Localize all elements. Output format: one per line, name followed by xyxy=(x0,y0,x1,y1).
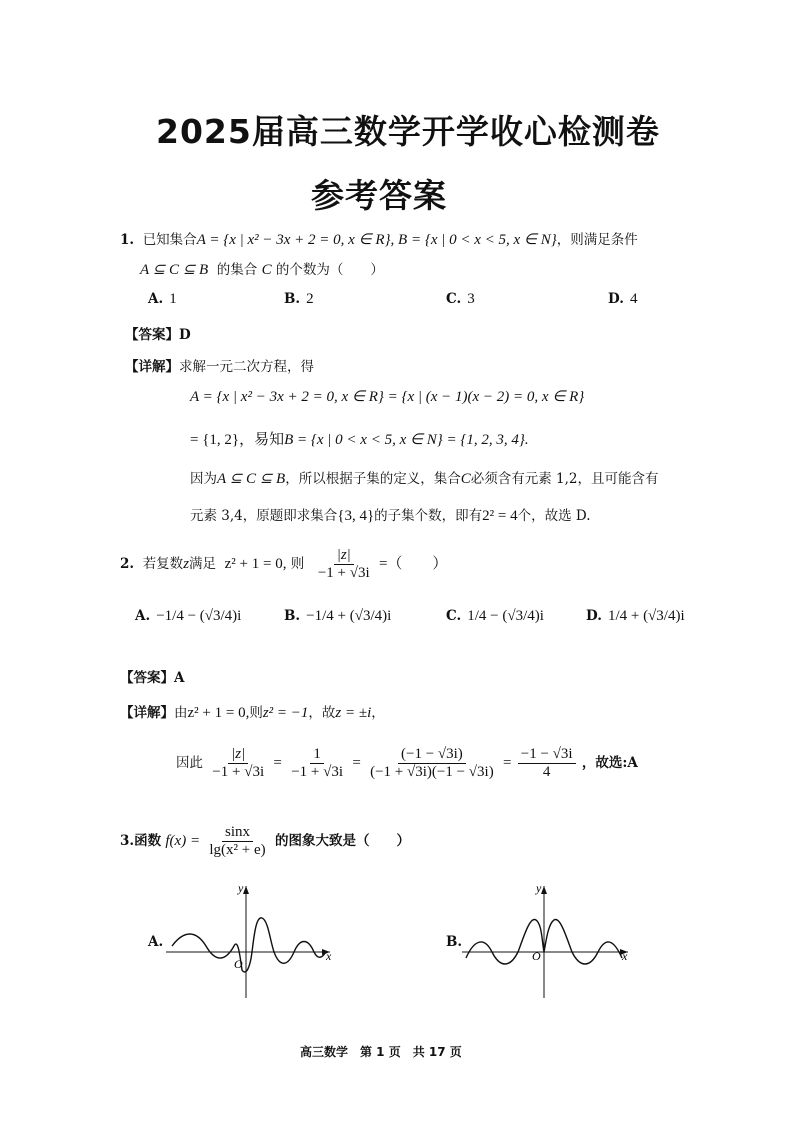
q1-detail-intro: 求解一元二次方程，得 xyxy=(179,359,314,375)
graph-b xyxy=(462,880,632,1000)
page-footer: 高三数学 第 1 页 共 17 页 xyxy=(300,1045,462,1059)
q2-option-b: B. −1/4 + (√3/4)i xyxy=(284,608,392,624)
q1-stem-a: 已知集合 xyxy=(142,232,197,248)
q1-stem-line1 xyxy=(120,228,638,249)
q1-stem-line2 xyxy=(140,258,384,279)
q2-fraction: $\frac{|z|}{-1 + √3i}$ xyxy=(317,547,370,581)
graph-a-curve xyxy=(172,918,326,972)
q3-number: 3. xyxy=(120,833,135,849)
q1-eq2-a: = {1, 2}，易知 xyxy=(190,432,285,448)
q1-equation-1: A = {x | x² − 3x + 2 = 0, x ∈ R} = {x | (x − 1)(x − 2) = 0, x ∈ R} xyxy=(190,389,585,405)
q1-c-var: C xyxy=(261,262,272,278)
graph-b-origin: O xyxy=(532,949,541,963)
q1-number: 1. xyxy=(120,232,135,248)
q1-detail-line xyxy=(125,355,314,375)
graph-a-y-label: y xyxy=(238,881,244,895)
page-subtitle: 参考答案 xyxy=(311,176,447,215)
q2-number: 2. xyxy=(120,556,135,572)
graph-a-origin: O xyxy=(234,957,243,971)
q1-reason-line2: 元素 3,4，原题即求集合{3, 4}的子集个数，即有2² = 4个，故选 D. xyxy=(190,508,591,524)
q1-option-b: B. 2 xyxy=(284,291,314,307)
q3-stem: 3.函数 f(x) = $\frac{\sin x}{\text{lg(x² + e)}}$ 的图象大致是（ ） xyxy=(120,824,410,858)
q2-option-d: D. 1/4 + (√3/4)i xyxy=(586,608,685,624)
q2-option-c: C. 1/4 − (√3/4)i xyxy=(446,608,544,624)
q2-answer: 【答案】A xyxy=(120,670,185,686)
q1-stem-d: 的个数为（ ） xyxy=(275,262,384,278)
graph-a-y-arrow xyxy=(243,886,249,894)
q1-option-a: A. 1 xyxy=(148,291,177,307)
page-title: 2025届高三数学开学收心检测卷 xyxy=(156,112,660,151)
graph-a-label: A. xyxy=(148,934,164,950)
q1-stem-b: ，则满足条件 xyxy=(556,232,638,248)
q2-option-a: A. −1/4 − (√3/4)i xyxy=(135,608,242,624)
q1-detail-label: 【详解】 xyxy=(125,359,179,375)
graph-a-x-label: x xyxy=(326,949,332,963)
q1-answer: 【答案】D xyxy=(125,327,191,343)
q1-stem-c: 的集合 xyxy=(216,262,258,278)
q3-fraction: $\frac{\sin x}{\text{lg(x² + e)}}$ xyxy=(209,824,266,858)
graph-b-label: B. xyxy=(446,934,463,950)
q2-stem: 2. 若复数z满足 z² + 1 = 0, 则 $\frac{|z|}{-1 + √3i}$ =（ ） xyxy=(120,547,448,581)
q1-option-c: C. 3 xyxy=(446,291,475,307)
q1-equation-2 xyxy=(190,428,529,449)
q2-derivation: 因此 $\frac{|z|}{-1 + √3i}$ = $\frac{1}{-1 + √3i}$ = $\frac{(-1 - √3i)}{(-1 + √3i)(-1 - √3i)}$ = $\frac{-1 - √3i}{4}$ ，故选:A xyxy=(176,746,638,780)
q1-option-d: D. 4 xyxy=(608,291,638,307)
q1-condition: A ⊆ C ⊆ B xyxy=(140,262,209,278)
graph-b-y-arrow xyxy=(541,886,547,894)
graph-b-x-label: x xyxy=(622,949,628,963)
graph-b-y-label: y xyxy=(536,881,542,895)
q1-reason-line1: 因为A ⊆ C ⊆ B，所以根据子集的定义，集合C必须含有元素 1,2，且可能含有 xyxy=(190,471,659,487)
q1-eq2-b: B = {x | 0 < x < 5, x ∈ N} = {1, 2, 3, 4}. xyxy=(284,432,529,448)
q1-sets: A = {x | x² − 3x + 2 = 0, x ∈ R}, B = {x | 0 < x < 5, x ∈ N} xyxy=(196,232,557,248)
q2-detail-line: 【详解】由z² + 1 = 0,则z² = −1，故z = ±i， xyxy=(120,705,385,721)
graph-a xyxy=(166,880,336,1000)
